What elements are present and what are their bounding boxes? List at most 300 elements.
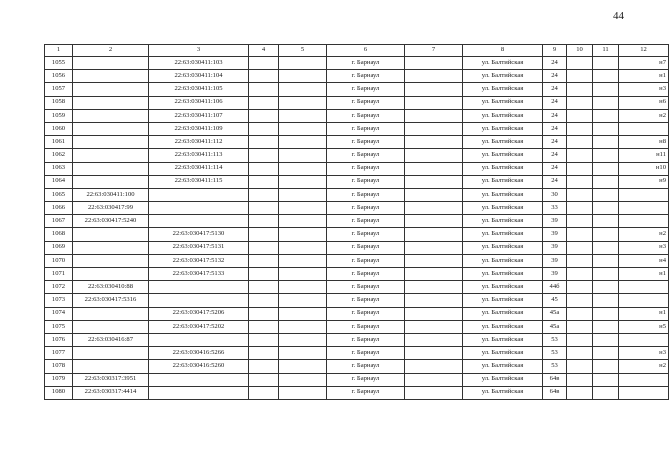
cell-col-11 — [593, 136, 619, 149]
cell-col-8: ул. Балтийская — [463, 294, 543, 307]
table-row — [45, 136, 669, 149]
cell-col-3 — [149, 202, 249, 215]
cell-col-2 — [73, 83, 149, 96]
cell-col-4 — [249, 162, 279, 175]
cell-col-7 — [405, 109, 463, 122]
cell-col-1: 1066 — [45, 202, 73, 215]
cell-col-9: 24 — [543, 57, 567, 70]
cell-col-4 — [249, 122, 279, 135]
cell-col-6: г. Барнаул — [327, 307, 405, 320]
cell-col-2 — [73, 320, 149, 333]
cell-col-9: 24 — [543, 175, 567, 188]
cell-col-6: г. Барнаул — [327, 373, 405, 386]
cell-col-8: ул. Балтийская — [463, 347, 543, 360]
column-header-2: 2 — [73, 45, 149, 57]
table-row — [45, 149, 669, 162]
cell-col-6: г. Барнаул — [327, 109, 405, 122]
cell-col-1: 1065 — [45, 188, 73, 201]
cell-col-2: 22:63:030317:3951 — [73, 373, 149, 386]
cell-col-4 — [249, 360, 279, 373]
cell-col-9: 53 — [543, 347, 567, 360]
cell-col-1: 1064 — [45, 175, 73, 188]
cell-col-5 — [279, 307, 327, 320]
cell-col-12 — [619, 386, 669, 399]
cell-col-3: 22:63:030411:107 — [149, 109, 249, 122]
cell-col-11 — [593, 70, 619, 83]
cell-col-10 — [567, 333, 593, 346]
cell-col-7 — [405, 268, 463, 281]
cell-col-12 — [619, 333, 669, 346]
cell-col-11 — [593, 386, 619, 399]
cell-col-8: ул. Балтийская — [463, 215, 543, 228]
cell-col-5 — [279, 149, 327, 162]
cell-col-12 — [619, 215, 669, 228]
cell-col-9: 24 — [543, 83, 567, 96]
cell-col-3 — [149, 294, 249, 307]
cell-col-1: 1075 — [45, 320, 73, 333]
cell-col-12: н2 — [619, 109, 669, 122]
cell-col-5 — [279, 320, 327, 333]
cell-col-9: 24 — [543, 109, 567, 122]
cell-col-11 — [593, 347, 619, 360]
cell-col-4 — [249, 228, 279, 241]
cell-col-9: 64в — [543, 386, 567, 399]
cell-col-7 — [405, 70, 463, 83]
cell-col-3: 22:63:030417:5206 — [149, 307, 249, 320]
table-row — [45, 188, 669, 201]
cell-col-2: 22:63:030411:100 — [73, 188, 149, 201]
cell-col-4 — [249, 347, 279, 360]
cell-col-12: н4 — [619, 254, 669, 267]
cell-col-7 — [405, 386, 463, 399]
cell-col-5 — [279, 57, 327, 70]
cell-col-7 — [405, 347, 463, 360]
cell-col-12: н1 — [619, 268, 669, 281]
cell-col-12: н2 — [619, 228, 669, 241]
cell-col-1: 1069 — [45, 241, 73, 254]
cell-col-10 — [567, 294, 593, 307]
cell-col-9: 45 — [543, 294, 567, 307]
cell-col-1: 1060 — [45, 122, 73, 135]
column-header-9: 9 — [543, 45, 567, 57]
cell-col-8: ул. Балтийская — [463, 175, 543, 188]
cell-col-12 — [619, 188, 669, 201]
cell-col-12: н5 — [619, 320, 669, 333]
cell-col-10 — [567, 162, 593, 175]
cell-col-6: г. Барнаул — [327, 175, 405, 188]
table-row — [45, 386, 669, 399]
cell-col-11 — [593, 333, 619, 346]
cell-col-9: 24 — [543, 96, 567, 109]
cell-col-10 — [567, 136, 593, 149]
header-row — [45, 45, 669, 57]
cell-col-11 — [593, 109, 619, 122]
cell-col-5 — [279, 333, 327, 346]
cell-col-10 — [567, 254, 593, 267]
cell-col-10 — [567, 188, 593, 201]
cell-col-2 — [73, 228, 149, 241]
cell-col-11 — [593, 241, 619, 254]
cell-col-2: 22:63:030410:88 — [73, 281, 149, 294]
cell-col-7 — [405, 175, 463, 188]
cell-col-11 — [593, 360, 619, 373]
cell-col-4 — [249, 175, 279, 188]
cell-col-7 — [405, 162, 463, 175]
cell-col-4 — [249, 83, 279, 96]
cell-col-10 — [567, 228, 593, 241]
cell-col-4 — [249, 307, 279, 320]
cell-col-10 — [567, 122, 593, 135]
cell-col-12: н3 — [619, 83, 669, 96]
cell-col-2 — [73, 70, 149, 83]
cell-col-8: ул. Балтийская — [463, 281, 543, 294]
cell-col-2 — [73, 149, 149, 162]
table-row — [45, 96, 669, 109]
cell-col-3: 22:63:030411:109 — [149, 122, 249, 135]
cell-col-5 — [279, 122, 327, 135]
cell-col-8: ул. Балтийская — [463, 360, 543, 373]
cell-col-1: 1079 — [45, 373, 73, 386]
cell-col-9: 44б — [543, 281, 567, 294]
cell-col-1: 1063 — [45, 162, 73, 175]
cell-col-12: н1 — [619, 307, 669, 320]
cell-col-10 — [567, 202, 593, 215]
cell-col-7 — [405, 136, 463, 149]
cell-col-10 — [567, 320, 593, 333]
cell-col-6: г. Барнаул — [327, 228, 405, 241]
cell-col-5 — [279, 70, 327, 83]
table-row — [45, 347, 669, 360]
cell-col-3: 22:63:030417:5132 — [149, 254, 249, 267]
cell-col-1: 1070 — [45, 254, 73, 267]
cell-col-6: г. Барнаул — [327, 122, 405, 135]
cell-col-8: ул. Балтийская — [463, 70, 543, 83]
cell-col-11 — [593, 149, 619, 162]
cell-col-3: 22:63:030411:113 — [149, 149, 249, 162]
cell-col-12 — [619, 294, 669, 307]
cell-col-10 — [567, 96, 593, 109]
cell-col-10 — [567, 373, 593, 386]
column-header-1: 1 — [45, 45, 73, 57]
cell-col-3: 22:63:030417:5131 — [149, 241, 249, 254]
cell-col-5 — [279, 373, 327, 386]
cell-col-12: н6 — [619, 96, 669, 109]
cell-col-1: 1061 — [45, 136, 73, 149]
cell-col-11 — [593, 281, 619, 294]
cell-col-1: 1071 — [45, 268, 73, 281]
table-row — [45, 202, 669, 215]
cell-col-6: г. Барнаул — [327, 83, 405, 96]
cell-col-7 — [405, 307, 463, 320]
cell-col-5 — [279, 136, 327, 149]
table-row — [45, 333, 669, 346]
cell-col-11 — [593, 57, 619, 70]
cell-col-6: г. Барнаул — [327, 254, 405, 267]
cell-col-11 — [593, 215, 619, 228]
cell-col-12: н2 — [619, 360, 669, 373]
cell-col-10 — [567, 175, 593, 188]
cell-col-11 — [593, 175, 619, 188]
cell-col-2 — [73, 162, 149, 175]
cell-col-12: н10 — [619, 162, 669, 175]
cell-col-3: 22:63:030417:5202 — [149, 320, 249, 333]
cell-col-1: 1068 — [45, 228, 73, 241]
cell-col-9: 39 — [543, 241, 567, 254]
cell-col-3 — [149, 281, 249, 294]
cell-col-5 — [279, 175, 327, 188]
cell-col-4 — [249, 386, 279, 399]
cell-col-12 — [619, 202, 669, 215]
table-row — [45, 109, 669, 122]
cell-col-4 — [249, 109, 279, 122]
cell-col-10 — [567, 347, 593, 360]
cell-col-6: г. Барнаул — [327, 241, 405, 254]
cell-col-8: ул. Балтийская — [463, 241, 543, 254]
cell-col-3: 22:63:030411:106 — [149, 96, 249, 109]
cell-col-5 — [279, 215, 327, 228]
cell-col-10 — [567, 70, 593, 83]
cell-col-12: н3 — [619, 347, 669, 360]
cell-col-4 — [249, 241, 279, 254]
cell-col-1: 1062 — [45, 149, 73, 162]
cell-col-8: ул. Балтийская — [463, 386, 543, 399]
cell-col-9: 53 — [543, 360, 567, 373]
cell-col-7 — [405, 228, 463, 241]
cell-col-6: г. Барнаул — [327, 386, 405, 399]
table-row — [45, 373, 669, 386]
cell-col-7 — [405, 96, 463, 109]
cell-col-11 — [593, 268, 619, 281]
cell-col-6: г. Барнаул — [327, 202, 405, 215]
cell-col-2 — [73, 175, 149, 188]
cell-col-11 — [593, 122, 619, 135]
cell-col-2 — [73, 307, 149, 320]
cell-col-3: 22:63:030411:112 — [149, 136, 249, 149]
cell-col-4 — [249, 202, 279, 215]
cell-col-12 — [619, 281, 669, 294]
cell-col-4 — [249, 281, 279, 294]
cell-col-6: г. Барнаул — [327, 149, 405, 162]
table-row — [45, 360, 669, 373]
cell-col-4 — [249, 373, 279, 386]
cell-col-7 — [405, 333, 463, 346]
cell-col-11 — [593, 307, 619, 320]
cell-col-9: 45а — [543, 320, 567, 333]
cell-col-5 — [279, 347, 327, 360]
cell-col-6: г. Барнаул — [327, 96, 405, 109]
cell-col-2 — [73, 136, 149, 149]
column-header-7: 7 — [405, 45, 463, 57]
cell-col-3: 22:63:030411:115 — [149, 175, 249, 188]
cell-col-8: ул. Балтийская — [463, 373, 543, 386]
cell-col-4 — [249, 188, 279, 201]
column-header-4: 4 — [249, 45, 279, 57]
cell-col-10 — [567, 360, 593, 373]
column-header-11: 11 — [593, 45, 619, 57]
cell-col-3 — [149, 386, 249, 399]
cell-col-10 — [567, 215, 593, 228]
cell-col-3: 22:63:030411:114 — [149, 162, 249, 175]
cell-col-2: 22:63:030317:4414 — [73, 386, 149, 399]
cell-col-7 — [405, 241, 463, 254]
cell-col-6: г. Барнаул — [327, 136, 405, 149]
cell-col-6: г. Барнаул — [327, 320, 405, 333]
cell-col-9: 24 — [543, 136, 567, 149]
cell-col-1: 1076 — [45, 333, 73, 346]
cell-col-8: ул. Балтийская — [463, 136, 543, 149]
cell-col-5 — [279, 188, 327, 201]
cell-col-1: 1078 — [45, 360, 73, 373]
cell-col-5 — [279, 268, 327, 281]
cell-col-9: 39 — [543, 228, 567, 241]
cell-col-3: 22:63:030417:5130 — [149, 228, 249, 241]
cell-col-11 — [593, 320, 619, 333]
register-table — [44, 44, 669, 400]
cell-col-8: ул. Балтийская — [463, 109, 543, 122]
cell-col-12: н8 — [619, 136, 669, 149]
cell-col-5 — [279, 281, 327, 294]
cell-col-8: ул. Балтийская — [463, 162, 543, 175]
cell-col-2 — [73, 254, 149, 267]
cell-col-2: 22:63:030417:5316 — [73, 294, 149, 307]
cell-col-12 — [619, 122, 669, 135]
cell-col-12: н9 — [619, 175, 669, 188]
cell-col-11 — [593, 96, 619, 109]
table-row — [45, 175, 669, 188]
cell-col-9: 24 — [543, 162, 567, 175]
cell-col-10 — [567, 268, 593, 281]
cell-col-6: г. Барнаул — [327, 70, 405, 83]
cell-col-7 — [405, 202, 463, 215]
cell-col-2 — [73, 241, 149, 254]
cell-col-2: 22:63:030417:5240 — [73, 215, 149, 228]
cell-col-12: н7 — [619, 57, 669, 70]
cell-col-8: ул. Балтийская — [463, 268, 543, 281]
cell-col-5 — [279, 360, 327, 373]
cell-col-7 — [405, 294, 463, 307]
cell-col-6: г. Барнаул — [327, 333, 405, 346]
cell-col-11 — [593, 254, 619, 267]
cell-col-7 — [405, 254, 463, 267]
cell-col-4 — [249, 70, 279, 83]
column-header-12: 12 — [619, 45, 669, 57]
cell-col-11 — [593, 294, 619, 307]
cell-col-5 — [279, 294, 327, 307]
cell-col-11 — [593, 228, 619, 241]
cell-col-4 — [249, 215, 279, 228]
cell-col-9: 39 — [543, 215, 567, 228]
cell-col-6: г. Барнаул — [327, 268, 405, 281]
cell-col-5 — [279, 83, 327, 96]
cell-col-4 — [249, 57, 279, 70]
cell-col-1: 1055 — [45, 57, 73, 70]
cell-col-9: 24 — [543, 149, 567, 162]
cell-col-1: 1067 — [45, 215, 73, 228]
cell-col-6: г. Барнаул — [327, 281, 405, 294]
cell-col-5 — [279, 96, 327, 109]
table-row — [45, 57, 669, 70]
table-row — [45, 162, 669, 175]
table-row — [45, 70, 669, 83]
cell-col-4 — [249, 320, 279, 333]
cell-col-3: 22:63:030416:5260 — [149, 360, 249, 373]
cell-col-6: г. Барнаул — [327, 162, 405, 175]
cell-col-11 — [593, 373, 619, 386]
cell-col-7 — [405, 57, 463, 70]
cell-col-8: ул. Балтийская — [463, 254, 543, 267]
cell-col-2 — [73, 268, 149, 281]
cell-col-7 — [405, 320, 463, 333]
cell-col-9: 30 — [543, 188, 567, 201]
cell-col-6: г. Барнаул — [327, 347, 405, 360]
cell-col-8: ул. Балтийская — [463, 83, 543, 96]
cell-col-1: 1058 — [45, 96, 73, 109]
column-header-6: 6 — [327, 45, 405, 57]
column-header-5: 5 — [279, 45, 327, 57]
cell-col-1: 1074 — [45, 307, 73, 320]
cell-col-4 — [249, 268, 279, 281]
cell-col-3 — [149, 373, 249, 386]
cell-col-10 — [567, 57, 593, 70]
cell-col-3 — [149, 188, 249, 201]
cell-col-3 — [149, 215, 249, 228]
table-row — [45, 228, 669, 241]
table-row — [45, 281, 669, 294]
cell-col-6: г. Барнаул — [327, 294, 405, 307]
cell-col-4 — [249, 294, 279, 307]
table-row — [45, 241, 669, 254]
cell-col-5 — [279, 162, 327, 175]
cell-col-7 — [405, 373, 463, 386]
table-row — [45, 83, 669, 96]
cell-col-11 — [593, 162, 619, 175]
cell-col-7 — [405, 360, 463, 373]
table-row — [45, 268, 669, 281]
table-row — [45, 294, 669, 307]
table-row — [45, 254, 669, 267]
cell-col-6: г. Барнаул — [327, 188, 405, 201]
cell-col-12: н1 — [619, 70, 669, 83]
cell-col-8: ул. Балтийская — [463, 122, 543, 135]
cell-col-2: 22:63:030417:99 — [73, 202, 149, 215]
cell-col-4 — [249, 254, 279, 267]
cell-col-7 — [405, 83, 463, 96]
cell-col-8: ул. Балтийская — [463, 188, 543, 201]
cell-col-2 — [73, 360, 149, 373]
table-row — [45, 215, 669, 228]
cell-col-9: 39 — [543, 268, 567, 281]
cell-col-1: 1077 — [45, 347, 73, 360]
cell-col-4 — [249, 136, 279, 149]
cell-col-9: 45а — [543, 307, 567, 320]
cell-col-10 — [567, 307, 593, 320]
cell-col-4 — [249, 149, 279, 162]
cell-col-6: г. Барнаул — [327, 57, 405, 70]
cell-col-12: н3 — [619, 241, 669, 254]
column-header-3: 3 — [149, 45, 249, 57]
cell-col-9: 53 — [543, 333, 567, 346]
cell-col-1: 1080 — [45, 386, 73, 399]
cell-col-11 — [593, 188, 619, 201]
cell-col-9: 24 — [543, 70, 567, 83]
cell-col-1: 1059 — [45, 109, 73, 122]
cell-col-8: ул. Балтийская — [463, 333, 543, 346]
cell-col-9: 24 — [543, 122, 567, 135]
cell-col-10 — [567, 281, 593, 294]
cell-col-3: 22:63:030411:104 — [149, 70, 249, 83]
cell-col-12 — [619, 373, 669, 386]
cell-col-5 — [279, 109, 327, 122]
